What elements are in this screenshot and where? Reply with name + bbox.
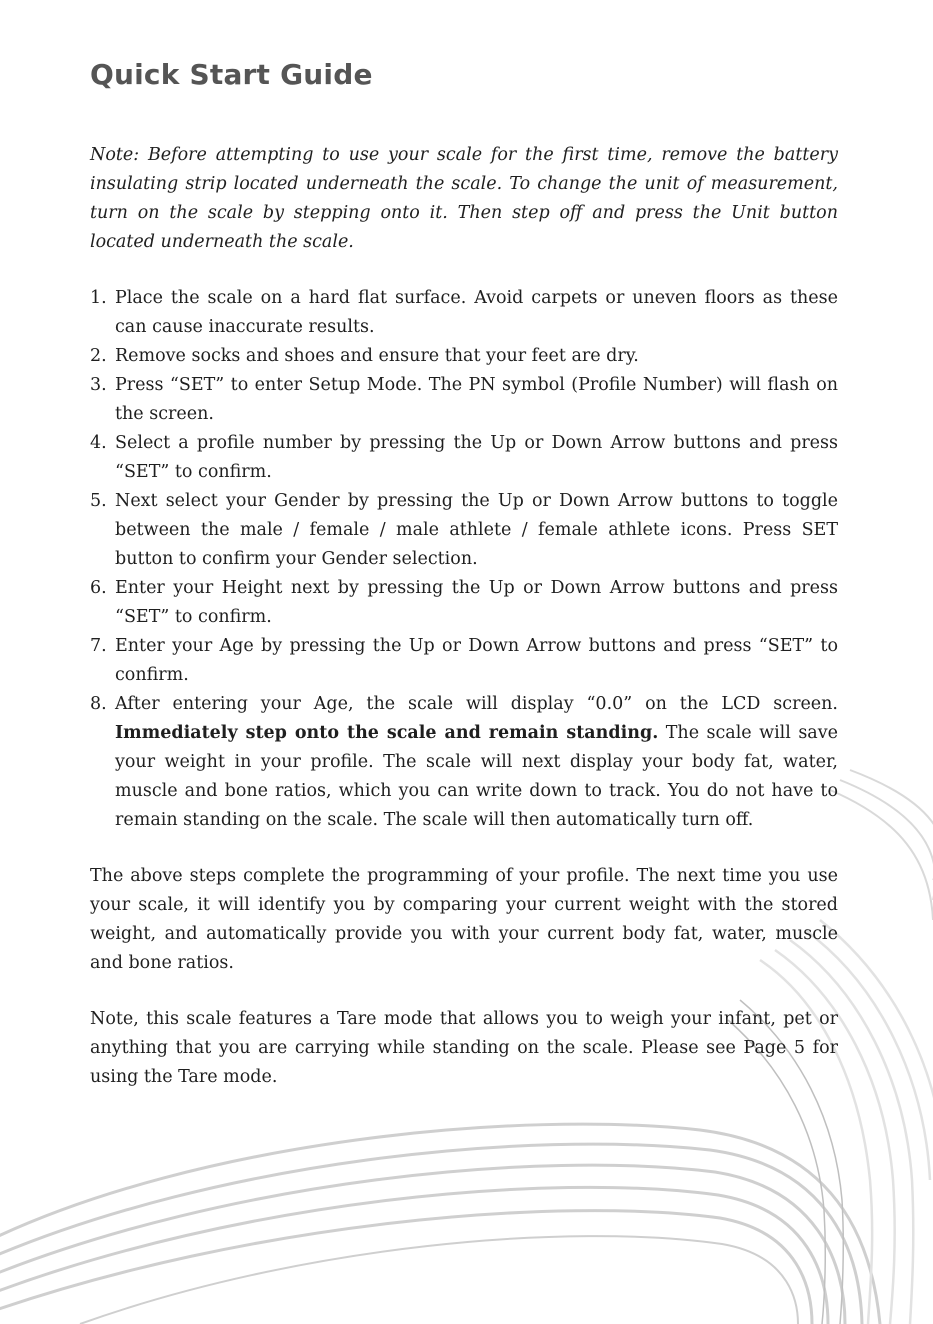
list-item <box>90 371 838 429</box>
list-item <box>90 574 838 632</box>
step-number: 8. <box>90 694 107 714</box>
list-item <box>90 487 838 574</box>
programming-paragraph: The above steps complete the programming of your profile. The next time you use your scale, it will identify you by comparing your current weight with the stored weight, and automatically provide you with your current body fat, water, muscle and bone ratios. <box>90 866 838 973</box>
step-text: Press “SET” to enter Setup Mode. The PN symbol (Profile Number) will flash on the screen. <box>115 375 838 424</box>
setup-note: Note: Before attempting to use your scale for the first time, remove the battery insulating strip located underneath the scale. To change the unit of measurement, turn on the scale by stepping onto it. Then step off and press the Unit button located underneath the scale. <box>90 145 838 252</box>
step-number: 5. <box>90 491 107 511</box>
list-item <box>90 342 838 371</box>
step-text <box>115 690 838 835</box>
step-text: Enter your Age by pressing the Up or Down Arrow buttons and press “SET” to confirm. <box>115 636 838 685</box>
page-title: Quick Start Guide <box>90 58 373 91</box>
list-item <box>90 429 838 487</box>
list-item <box>90 284 838 342</box>
step-number: 4. <box>90 433 107 453</box>
step-text-rest: The scale will save your weight in your profile. The scale will next display your body fat, water, muscle and bone ratios, which you can write down to track. You do not have to remain standing on the scale. The scale will then automatically turn off. <box>115 723 838 830</box>
content-area <box>90 58 838 1092</box>
steps-list <box>90 284 838 835</box>
step-number: 1. <box>90 288 107 308</box>
step-text-intro: After entering your Age, the scale will display “0.0” on the LCD screen. <box>115 694 838 714</box>
list-item <box>90 632 838 690</box>
list-item <box>90 690 838 835</box>
step-text: Enter your Height next by pressing the Up or Down Arrow buttons and press “SET” to confirm. <box>115 578 838 627</box>
step-text: Remove socks and shoes and ensure that your feet are dry. <box>115 346 639 366</box>
step-number: 6. <box>90 578 107 598</box>
step-number: 7. <box>90 636 107 656</box>
step-text: Place the scale on a hard flat surface. Avoid carpets or uneven floors as these can cause inaccurate results. <box>115 288 838 337</box>
tare-paragraph: Note, this scale features a Tare mode that allows you to weigh your infant, pet or anything that you are carrying while standing on the scale. Please see Page 5 for using the Tare mode. <box>90 1009 838 1087</box>
step-number: 3. <box>90 375 107 395</box>
step-number: 2. <box>90 346 107 366</box>
step-text: Next select your Gender by pressing the Up or Down Arrow buttons to toggle between the male / female / male athlete / female athlete icons. Press SET button to confirm your Gender selection. <box>115 491 838 569</box>
step-text-emphasis: Immediately step onto the scale and remain standing. <box>115 723 659 743</box>
step-text: Select a profile number by pressing the Up or Down Arrow buttons and press “SET” to confirm. <box>115 433 838 482</box>
